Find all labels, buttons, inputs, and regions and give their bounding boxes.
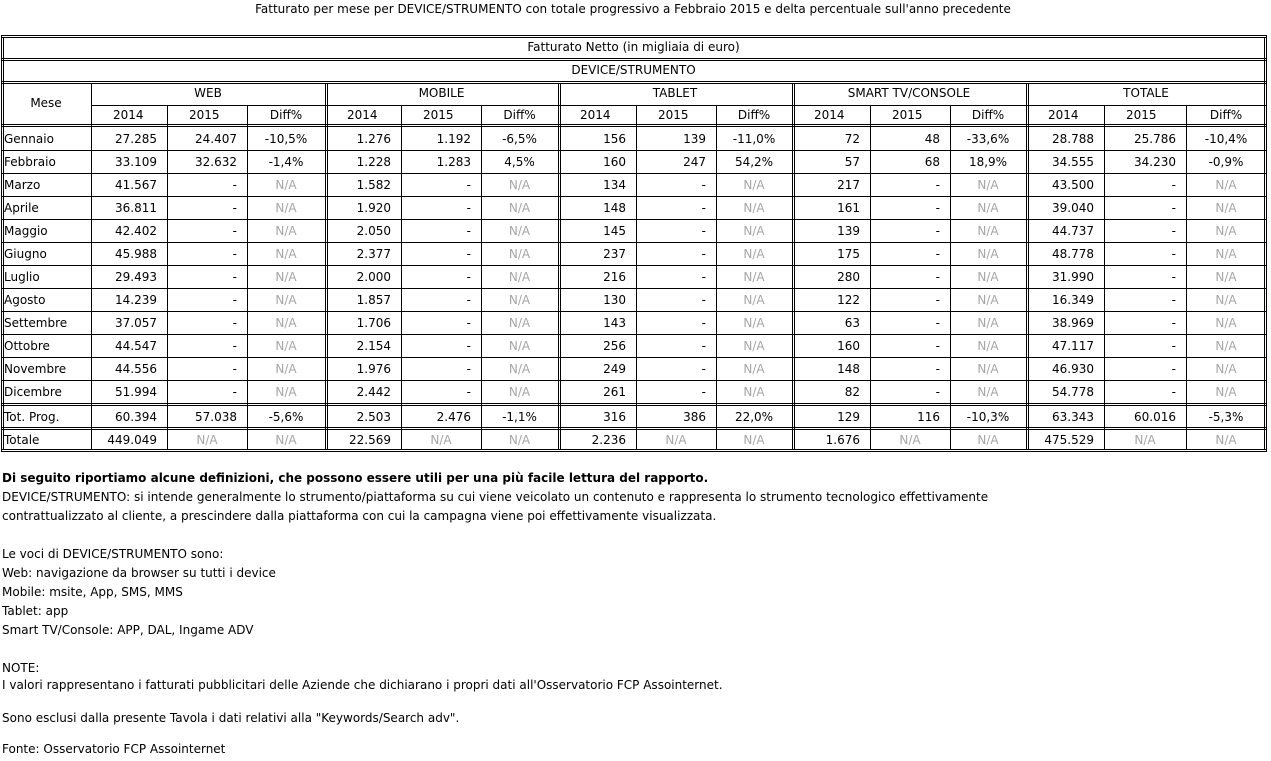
value-cell: - — [935, 247, 940, 261]
na-value: N/A — [508, 247, 531, 261]
table-subcaption: DEVICE/STRUMENTO — [571, 63, 696, 77]
row-label: Maggio — [4, 224, 48, 238]
value-cell: 116 — [917, 410, 940, 424]
na-value: N/A — [743, 362, 765, 376]
value-cell: 44.556 — [115, 362, 157, 376]
value-cell: 249 — [603, 362, 626, 376]
value-cell: 1.676 — [825, 433, 860, 447]
value-cell: 237 — [603, 247, 626, 261]
value-cell: 29.493 — [115, 270, 157, 284]
na-value: N/A — [977, 433, 999, 447]
value-cell: 38.969 — [1052, 316, 1094, 330]
value-cell: 34.230 — [1134, 155, 1176, 169]
row-label: Settembre — [4, 316, 68, 330]
row-label: Gennaio — [4, 132, 54, 146]
value-cell: 449.049 — [107, 433, 157, 447]
value-cell: - — [232, 201, 237, 215]
value-cell: - — [1171, 201, 1176, 215]
value-cell: - — [466, 201, 471, 215]
na-value: N/A — [508, 270, 531, 284]
row-label: Tot. Prog. — [4, 410, 60, 424]
value-cell: - — [232, 247, 237, 261]
value-cell: 24.407 — [195, 132, 237, 146]
value-cell: 129 — [837, 410, 860, 424]
na-value: N/A — [1215, 247, 1237, 261]
notes-intro: Di seguito riportiamo alcune definizioni, che possono essere utili per una più facile lettura del rapporto. — [2, 471, 709, 485]
value-cell: 122 — [837, 293, 860, 307]
value-cell: 247 — [683, 155, 706, 169]
value-cell: 41.567 — [115, 178, 157, 192]
na-value: N/A — [743, 178, 765, 192]
na-value: N/A — [1134, 433, 1156, 447]
value-cell: - — [232, 362, 237, 376]
na-value: N/A — [743, 224, 765, 238]
na-value: N/A — [275, 201, 297, 215]
na-value: N/A — [508, 316, 531, 330]
group-header-totale: TOTALE — [1123, 86, 1169, 100]
value-cell: -10,4% — [1204, 132, 1248, 146]
value-cell: 43.500 — [1052, 178, 1094, 192]
row-label: Dicembre — [4, 385, 62, 399]
na-value: N/A — [1215, 362, 1237, 376]
value-cell: - — [1171, 293, 1176, 307]
value-cell: 36.811 — [115, 201, 157, 215]
voce-tablet: Tablet: app — [2, 604, 69, 618]
value-cell: 280 — [837, 270, 860, 284]
value-cell: - — [935, 316, 940, 330]
value-cell: - — [1171, 270, 1176, 284]
row-label: Agosto — [4, 293, 46, 307]
table-rule — [1, 403, 1266, 404]
row-label: Febbraio — [4, 155, 56, 169]
na-value: N/A — [977, 270, 999, 284]
value-cell: - — [935, 224, 940, 238]
na-value: N/A — [508, 224, 531, 238]
value-cell: 156 — [603, 132, 626, 146]
value-cell: 45.988 — [115, 247, 157, 261]
value-cell: 2.154 — [356, 339, 391, 353]
subheader-diffpct: Diff% — [737, 108, 771, 122]
value-cell: 148 — [837, 362, 860, 376]
value-cell: - — [466, 247, 471, 261]
subheader-diffpct: Diff% — [971, 108, 1005, 122]
value-cell: 57 — [844, 155, 860, 169]
na-value: N/A — [275, 247, 297, 261]
group-header-mobile: MOBILE — [418, 86, 465, 100]
value-cell: - — [701, 270, 706, 284]
value-cell: - — [935, 293, 940, 307]
group-header-smart-tv-console: SMART TV/CONSOLE — [847, 86, 971, 100]
row-label: Totale — [4, 433, 40, 447]
na-value: N/A — [977, 339, 999, 353]
na-value: N/A — [508, 339, 531, 353]
table-rule — [1, 126, 1266, 127]
na-value: N/A — [1215, 270, 1237, 284]
voci-title: Le voci di DEVICE/STRUMENTO sono: — [2, 547, 224, 561]
value-cell: 2.000 — [356, 270, 391, 284]
value-cell: 60.016 — [1134, 410, 1176, 424]
na-value: N/A — [275, 270, 297, 284]
value-cell: 143 — [603, 316, 626, 330]
value-cell: - — [1171, 178, 1176, 192]
value-cell: - — [1171, 224, 1176, 238]
value-cell: - — [232, 339, 237, 353]
value-cell: 27.285 — [115, 132, 157, 146]
value-cell: 63 — [844, 316, 860, 330]
na-value: N/A — [430, 433, 452, 447]
row-label: Luglio — [4, 270, 40, 284]
na-value: N/A — [275, 385, 297, 399]
na-value: N/A — [508, 293, 531, 307]
value-cell: 256 — [603, 339, 626, 353]
na-value: N/A — [275, 316, 297, 330]
value-cell: 48 — [924, 132, 940, 146]
table-rule — [1, 427, 1266, 428]
value-cell: - — [701, 224, 706, 238]
value-cell: 1.976 — [356, 362, 391, 376]
value-cell: 31.990 — [1052, 270, 1094, 284]
value-cell: 316 — [603, 410, 626, 424]
value-cell: 44.547 — [115, 339, 157, 353]
na-value: N/A — [977, 247, 999, 261]
value-cell: 68 — [924, 155, 940, 169]
value-cell: - — [232, 385, 237, 399]
na-value: N/A — [508, 178, 531, 192]
value-cell: 386 — [683, 410, 706, 424]
value-cell: 175 — [837, 247, 860, 261]
voce-mobile: Mobile: msite, App, SMS, MMS — [2, 585, 183, 599]
value-cell: 134 — [603, 178, 626, 192]
note-title: NOTE: — [2, 661, 40, 675]
na-value: N/A — [1215, 293, 1237, 307]
na-value: N/A — [977, 385, 999, 399]
na-value: N/A — [508, 362, 531, 376]
subheader-2014: 2014 — [113, 108, 144, 122]
subheader-2014: 2014 — [814, 108, 845, 122]
na-value: N/A — [275, 178, 297, 192]
na-value: N/A — [977, 178, 999, 192]
value-cell: 28.788 — [1052, 132, 1094, 146]
value-cell: - — [1171, 247, 1176, 261]
value-cell: 57.038 — [195, 410, 237, 424]
na-value: N/A — [508, 385, 531, 399]
value-cell: 48.778 — [1052, 247, 1094, 261]
value-cell: - — [232, 178, 237, 192]
na-value: N/A — [899, 433, 921, 447]
value-cell: - — [1171, 385, 1176, 399]
value-cell: 44.737 — [1052, 224, 1094, 238]
subheader-diffpct: Diff% — [269, 108, 303, 122]
na-value: N/A — [977, 224, 999, 238]
blank-line — [2, 640, 1262, 659]
na-value: N/A — [743, 316, 765, 330]
value-cell: 1.920 — [356, 201, 391, 215]
subheader-2015: 2015 — [423, 108, 454, 122]
month-header: Mese — [30, 96, 62, 110]
value-cell: 148 — [603, 201, 626, 215]
value-cell: - — [701, 385, 706, 399]
value-cell: 2.050 — [356, 224, 391, 238]
subheader-2015: 2015 — [658, 108, 689, 122]
group-header-web: WEB — [194, 86, 222, 100]
value-cell: - — [466, 224, 471, 238]
value-cell: 139 — [683, 132, 706, 146]
value-cell: - — [701, 201, 706, 215]
value-cell: 34.555 — [1052, 155, 1094, 169]
value-cell: 1.192 — [436, 132, 471, 146]
excluded-note: Sono esclusi dalla presente Tavola i dati relativi alla "Keywords/Search adv". — [2, 711, 460, 725]
na-value: N/A — [196, 433, 218, 447]
value-cell: 39.040 — [1052, 201, 1094, 215]
subheader-2015: 2015 — [1126, 108, 1157, 122]
na-value: N/A — [275, 362, 297, 376]
value-cell: - — [1171, 316, 1176, 330]
value-cell: - — [935, 362, 940, 376]
value-cell: -33,6% — [966, 132, 1010, 146]
value-cell: 16.349 — [1052, 293, 1094, 307]
na-value: N/A — [275, 339, 297, 353]
value-cell: -6,5% — [502, 132, 537, 146]
value-cell: - — [466, 385, 471, 399]
value-cell: 130 — [603, 293, 626, 307]
value-cell: - — [935, 270, 940, 284]
value-cell: - — [232, 224, 237, 238]
value-cell: -1,1% — [502, 410, 537, 424]
na-value: N/A — [1215, 201, 1237, 215]
value-cell: 2.377 — [356, 247, 391, 261]
table-rule — [91, 105, 1266, 106]
na-value: N/A — [743, 385, 765, 399]
value-cell: - — [466, 293, 471, 307]
blank-line — [2, 526, 1262, 545]
table-rule — [1, 429, 1266, 430]
value-cell: -11,0% — [732, 132, 776, 146]
value-cell: - — [701, 362, 706, 376]
na-value: N/A — [743, 293, 765, 307]
na-value: N/A — [1215, 433, 1237, 447]
value-cell: - — [935, 339, 940, 353]
value-cell: -5,6% — [268, 410, 304, 424]
value-cell: - — [935, 178, 940, 192]
na-value: N/A — [977, 201, 999, 215]
na-value: N/A — [1215, 178, 1237, 192]
value-cell: 25.786 — [1134, 132, 1176, 146]
value-cell: 4,5% — [504, 155, 535, 169]
value-cell: 14.239 — [115, 293, 157, 307]
subheader-2015: 2015 — [189, 108, 220, 122]
value-cell: - — [466, 362, 471, 376]
value-cell: -5,3% — [1208, 410, 1244, 424]
subheader-2015: 2015 — [892, 108, 923, 122]
value-cell: - — [232, 270, 237, 284]
value-cell: 72 — [844, 132, 860, 146]
value-cell: - — [466, 339, 471, 353]
value-cell: 54.778 — [1052, 385, 1094, 399]
value-cell: - — [701, 316, 706, 330]
definition-line-1: DEVICE/STRUMENTO: si intende generalmente lo strumento/piattaforma su cui viene veicolato un contenuto e rappresenta lo strumento tecnologico effettivamente — [2, 490, 989, 504]
value-cell: - — [232, 316, 237, 330]
definition-line-2: contrattualizzato al cliente, a prescindere dalla piattaforma con cui la campagna viene poi effettivamente visualizzata. — [2, 509, 717, 523]
table-rule — [1, 124, 1266, 125]
value-cell: 145 — [603, 224, 626, 238]
value-cell: - — [232, 293, 237, 307]
na-value: N/A — [743, 247, 765, 261]
value-cell: 216 — [603, 270, 626, 284]
na-value: N/A — [743, 201, 765, 215]
na-value: N/A — [977, 362, 999, 376]
value-cell: 63.343 — [1052, 410, 1094, 424]
value-cell: 2.503 — [356, 410, 391, 424]
value-cell: - — [466, 178, 471, 192]
value-cell: 2.442 — [356, 385, 391, 399]
value-cell: 261 — [603, 385, 626, 399]
source-note: Fonte: Osservatorio FCP Assointernet — [2, 742, 226, 756]
value-cell: 1.276 — [356, 132, 391, 146]
table-rule — [1, 405, 1266, 406]
na-value: N/A — [508, 433, 531, 447]
na-value: N/A — [1215, 339, 1237, 353]
value-cell: 161 — [837, 201, 860, 215]
value-cell: 42.402 — [115, 224, 157, 238]
value-cell: 475.529 — [1044, 433, 1094, 447]
subheader-2014: 2014 — [580, 108, 611, 122]
value-cell: - — [466, 270, 471, 284]
na-value: N/A — [508, 201, 531, 215]
value-cell: - — [1171, 362, 1176, 376]
row-label: Ottobre — [4, 339, 50, 353]
value-cell: -10,5% — [264, 132, 308, 146]
group-header-tablet: TABLET — [652, 86, 698, 100]
value-cell: 18,9% — [968, 155, 1008, 169]
value-cell: - — [1171, 339, 1176, 353]
value-cell: 54,2% — [734, 155, 774, 169]
value-cell: - — [935, 385, 940, 399]
value-cell: 160 — [603, 155, 626, 169]
value-cell: 37.057 — [115, 316, 157, 330]
na-value: N/A — [1215, 224, 1237, 238]
value-cell: 1.283 — [436, 155, 471, 169]
na-value: N/A — [275, 224, 297, 238]
value-cell: 60.394 — [115, 410, 157, 424]
note-text: I valori rappresentano i fatturati pubblicitari delle Aziende che dichiarano i propri dati all'Osservatorio FCP Assointernet. — [2, 678, 723, 692]
row-label: Marzo — [4, 178, 41, 192]
na-value: N/A — [743, 339, 765, 353]
value-cell: 47.117 — [1052, 339, 1094, 353]
value-cell: 160 — [837, 339, 860, 353]
value-cell: - — [701, 293, 706, 307]
value-cell: 32.632 — [195, 155, 237, 169]
na-value: N/A — [1215, 316, 1237, 330]
value-cell: 1.582 — [356, 178, 391, 192]
value-cell: -0,9% — [1208, 155, 1244, 169]
subheader-2014: 2014 — [1048, 108, 1079, 122]
table-caption: Fatturato Netto (in migliaia di euro) — [527, 40, 740, 54]
value-cell: - — [701, 178, 706, 192]
na-value: N/A — [275, 293, 297, 307]
value-cell: 1.228 — [356, 155, 391, 169]
table-bottom-border — [1, 449, 1267, 450]
value-cell: 2.236 — [591, 433, 626, 447]
value-cell: -1,4% — [268, 155, 304, 169]
value-cell: 46.930 — [1052, 362, 1094, 376]
voce-web: Web: navigazione da browser su tutti i device — [2, 566, 276, 580]
value-cell: 82 — [844, 385, 860, 399]
value-cell: - — [701, 339, 706, 353]
page-title: Fatturato per mese per DEVICE/STRUMENTO con totale progressivo a Febbraio 2015 e delta percentuale sull'anno precedente — [255, 2, 1011, 16]
na-value: N/A — [1215, 385, 1237, 399]
value-cell: 33.109 — [115, 155, 157, 169]
value-cell: -10,3% — [966, 410, 1010, 424]
notes-section — [2, 469, 1262, 759]
value-cell: 2.476 — [436, 410, 471, 424]
voce-smart-tv: Smart TV/Console: APP, DAL, Ingame ADV — [2, 623, 254, 637]
na-value: N/A — [665, 433, 687, 447]
na-value: N/A — [743, 270, 765, 284]
value-cell: 217 — [837, 178, 860, 192]
subheader-diffpct: Diff% — [1209, 108, 1243, 122]
row-label: Novembre — [4, 362, 67, 376]
value-cell: 139 — [837, 224, 860, 238]
value-cell: - — [701, 247, 706, 261]
value-cell: 1.706 — [356, 316, 391, 330]
na-value: N/A — [743, 433, 765, 447]
value-cell: 22.569 — [349, 433, 391, 447]
value-cell: - — [935, 201, 940, 215]
value-cell: 51.994 — [115, 385, 157, 399]
na-value: N/A — [977, 316, 999, 330]
table-bottom-border — [1, 451, 1267, 452]
row-label: Giugno — [4, 247, 47, 261]
subheader-2014: 2014 — [347, 108, 378, 122]
na-value: N/A — [977, 293, 999, 307]
value-cell: 1.857 — [356, 293, 391, 307]
na-value: N/A — [275, 433, 297, 447]
row-label: Aprile — [4, 201, 39, 215]
table-right-border — [1266, 35, 1267, 451]
value-cell: - — [466, 316, 471, 330]
value-cell: 22,0% — [734, 410, 774, 424]
subheader-diffpct: Diff% — [503, 108, 536, 122]
